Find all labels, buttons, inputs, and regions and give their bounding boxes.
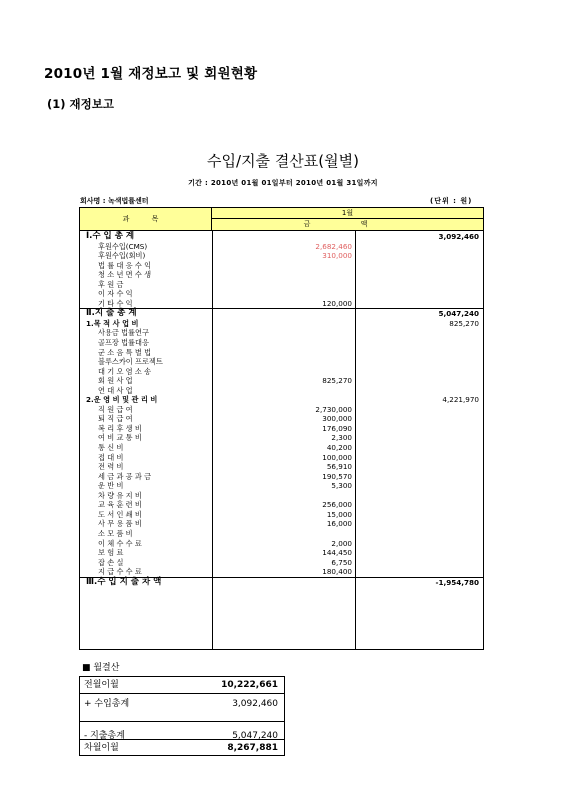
settlement-label: 차월이월 (84, 743, 119, 753)
table-title: 수입/지출 결산표(월별) (207, 152, 359, 170)
row-detail-amount: 180,400 (322, 567, 352, 577)
row-label: 2.운 영 비 및 관 리 비 (86, 395, 158, 405)
settlement-value: 8,267,881 (227, 743, 278, 753)
monthly-settlement-table (79, 676, 285, 756)
row-detail-amount: 5,300 (331, 481, 352, 491)
row-label: 기 타 수 익 (98, 298, 133, 308)
row-label: 여 비 교 통 비 (98, 433, 142, 443)
settlement-value: 10,222,661 (221, 680, 278, 690)
table-row (80, 567, 483, 577)
settlement-row (80, 722, 284, 740)
table-row (80, 338, 483, 348)
table-header (80, 208, 483, 231)
settlement-table (79, 207, 484, 650)
table-row (80, 242, 483, 252)
settlement-value: 3,092,460 (232, 699, 278, 709)
row-label: 1.목 적 사 업 비 (86, 318, 139, 328)
row-label: 교 육 훈 련 비 (98, 500, 142, 510)
row-total-amount: 825,270 (449, 318, 479, 328)
table-row (80, 357, 483, 367)
row-detail-amount: 2,682,460 (315, 241, 352, 251)
table-row (80, 510, 483, 520)
table-row (80, 558, 483, 568)
header-subject: 과 목 (80, 208, 212, 230)
settlement-label: 전월이월 (84, 680, 119, 690)
row-detail-amount: 256,000 (322, 500, 352, 510)
row-detail-amount: 2,300 (331, 433, 352, 443)
settlement-row (80, 677, 284, 694)
table-row (80, 577, 483, 588)
table-row (80, 280, 483, 290)
row-detail-amount: 2,000 (331, 538, 352, 548)
table-row (80, 367, 483, 377)
document-title: 2010년 1월 재정보고 및 회원현황 (44, 66, 258, 82)
table-row (80, 491, 483, 501)
table-row (80, 261, 483, 271)
row-label: 후원수입(회비) (98, 251, 146, 261)
row-detail-amount: 16,000 (326, 519, 352, 529)
row-label: 이 자 수 익 (98, 289, 133, 299)
table-row (80, 289, 483, 299)
row-label: 운 반 비 (98, 481, 124, 491)
header-amount: 금 액 (303, 220, 392, 228)
row-label: 후원수입(CMS) (98, 241, 148, 251)
row-total-amount: 4,221,970 (442, 395, 479, 405)
table-row (80, 539, 483, 549)
table-row (80, 232, 483, 242)
table-row (80, 319, 483, 329)
row-total-amount: 5,047,240 (438, 309, 479, 319)
table-row (80, 270, 483, 280)
table-row (80, 299, 483, 309)
table-row (80, 328, 483, 338)
row-label: 퇴 직 급 여 (98, 414, 133, 424)
row-label: 사용금 법률연구 (98, 328, 149, 338)
row-detail-amount: 56,910 (326, 462, 352, 472)
row-detail-amount: 300,000 (322, 414, 352, 424)
table-row (80, 414, 483, 424)
row-label: Ⅲ.수 입 지 출 차 액 (86, 576, 162, 587)
settlement-row (80, 740, 284, 756)
section-title: (1) 재정보고 (47, 97, 114, 111)
row-label: 후 원 금 (98, 279, 124, 289)
table-row (80, 395, 483, 405)
row-label: 복 리 후 생 비 (98, 423, 142, 433)
row-label: 지 급 수 수 료 (98, 567, 142, 577)
row-label: 회 원 사 업 (98, 376, 133, 386)
table-row (80, 386, 483, 396)
header-month: 1월 (212, 208, 483, 219)
row-total-amount: 3,092,460 (438, 232, 479, 241)
row-detail-amount: 6,750 (331, 557, 352, 567)
row-label: 블루스카이 프로젝트 (98, 357, 163, 367)
row-label: 통 신 비 (98, 443, 124, 453)
row-label: 군 소 음 특 별 법 (98, 347, 152, 357)
table-row (80, 443, 483, 453)
row-label: 도 서 인 쇄 비 (98, 509, 142, 519)
table-row (80, 481, 483, 491)
row-detail-amount: 2,730,000 (315, 404, 352, 414)
table-row (80, 424, 483, 434)
table-row (80, 500, 483, 510)
row-label: 잡 손 실 (98, 557, 124, 567)
row-label: 연 대 사 업 (98, 385, 133, 395)
settlement-label: + 수입총계 (84, 699, 130, 709)
row-label: 청 소 년 면 수 생 (98, 270, 152, 280)
row-detail-amount: 310,000 (322, 251, 352, 261)
table-row (80, 376, 483, 386)
table-row (80, 433, 483, 443)
row-label: 세 금 과 공 과 금 (98, 471, 152, 481)
row-detail-amount: 120,000 (322, 298, 352, 308)
row-label: 이 체 수 수 료 (98, 538, 142, 548)
period-text: 기간 : 2010년 01월 01일부터 2010년 01월 31일까지 (188, 179, 378, 187)
row-detail-amount: 190,570 (322, 471, 352, 481)
settlement-title: ■ 월결산 (82, 663, 120, 673)
settlement-label: - 지출총계 (84, 731, 125, 741)
table-row (80, 453, 483, 463)
row-total-amount: -1,954,780 (435, 577, 479, 587)
row-label: 접 대 비 (98, 452, 124, 462)
row-label: 사 무 용 품 비 (98, 519, 142, 529)
unit-label: (단위 : 원) (430, 197, 473, 205)
row-label: 골프장 법률대응 (98, 338, 149, 348)
table-row (80, 308, 483, 319)
row-label: 직 원 급 여 (98, 404, 133, 414)
table-row (80, 529, 483, 539)
table-body (80, 232, 483, 587)
row-label: 보 험 료 (98, 548, 124, 558)
row-detail-amount: 40,200 (326, 443, 352, 453)
row-label: 법 률 대 응 수 익 (98, 260, 152, 270)
row-detail-amount: 100,000 (322, 452, 352, 462)
table-row (80, 405, 483, 415)
table-row (80, 472, 483, 482)
row-detail-amount: 15,000 (326, 509, 352, 519)
row-label: Ⅱ.지 출 총 계 (86, 308, 137, 319)
table-row (80, 548, 483, 558)
row-detail-amount: 144,450 (322, 548, 352, 558)
table-row (80, 519, 483, 529)
row-detail-amount: 825,270 (322, 376, 352, 386)
settlement-value: 5,047,240 (232, 731, 278, 741)
row-detail-amount: 176,090 (322, 423, 352, 433)
table-row (80, 251, 483, 261)
settlement-row (80, 694, 284, 722)
table-row (80, 462, 483, 472)
table-row (80, 348, 483, 358)
row-label: Ⅰ.수 입 총 계 (86, 231, 135, 241)
row-label: 소 모 품 비 (98, 528, 133, 538)
row-label: 대 기 오 염 소 송 (98, 366, 152, 376)
row-label: 차 량 유 지 비 (98, 490, 142, 500)
row-label: 전 력 비 (98, 462, 124, 472)
company-name: 회사명 : 녹색법률센터 (80, 197, 149, 205)
